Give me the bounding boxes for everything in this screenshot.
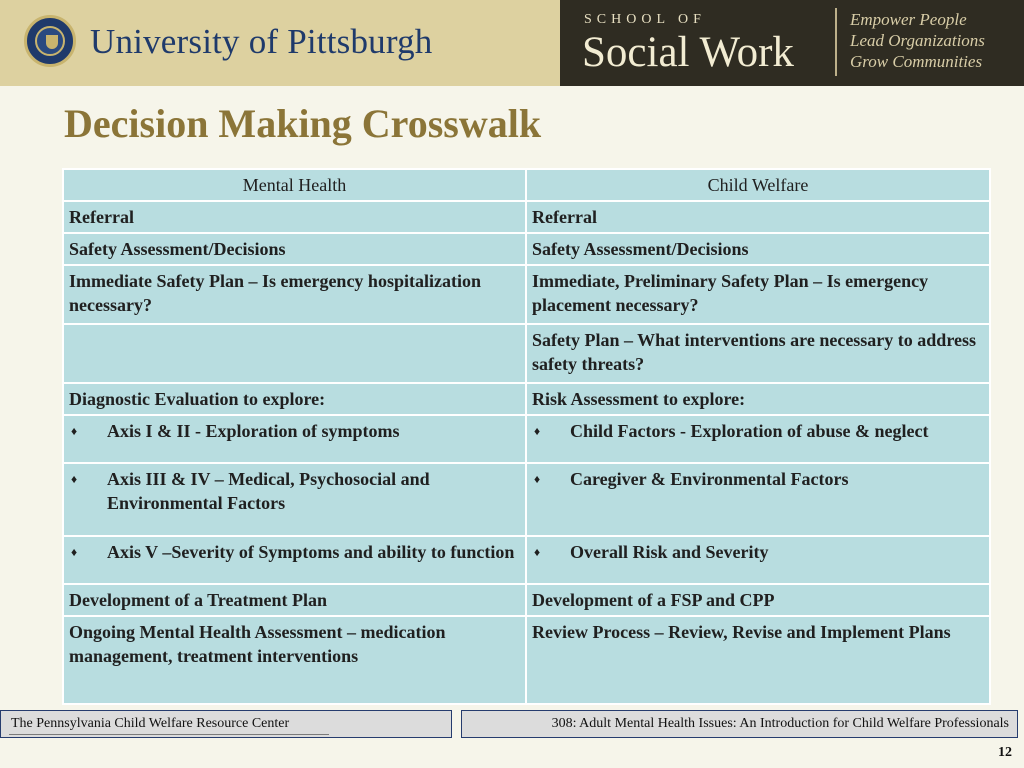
university-seal-icon — [24, 15, 76, 67]
cell-right: Risk Assessment to explore: — [526, 383, 990, 415]
footer-organization-text: The Pennsylvania Child Welfare Resource Center — [11, 716, 290, 731]
bullet-text: Axis III & IV – Medical, Psychosocial and Environmental Factors — [107, 469, 430, 513]
bullet-text: Caregiver & Environmental Factors — [570, 469, 849, 489]
bullet-diamond-icon: ♦ — [534, 472, 541, 486]
social-work-label: Social Work — [582, 29, 794, 76]
table-row — [63, 201, 990, 233]
table-header-row — [63, 169, 990, 201]
cell-right: Development of a FSP and CPP — [526, 584, 990, 616]
cell-right — [526, 463, 990, 536]
cell-right — [526, 415, 990, 463]
footer-underline — [9, 734, 329, 735]
bullet-text: Axis I & II - Exploration of symptoms — [107, 421, 400, 441]
cell-right — [526, 536, 990, 584]
tagline-grow: Grow Communities — [850, 52, 983, 71]
bullet-diamond-icon: ♦ — [534, 424, 541, 438]
header-mental-health: Mental Health — [63, 169, 526, 201]
cell-left — [63, 536, 526, 584]
bullet-text: Child Factors - Exploration of abuse & neglect — [570, 421, 929, 441]
cell-right: Review Process – Review, Revise and Implement Plans — [526, 616, 990, 704]
table-row — [63, 265, 990, 324]
cell-left: Referral — [63, 201, 526, 233]
cell-right: Immediate, Preliminary Safety Plan – Is emergency placement necessary? — [526, 265, 990, 324]
pitt-banner — [0, 0, 560, 86]
cell-right: Safety Assessment/Decisions — [526, 233, 990, 265]
table-row — [63, 415, 990, 463]
banner-divider — [835, 8, 837, 76]
page-number: 12 — [998, 745, 1012, 760]
footer-course-text: 308: Adult Mental Health Issues: An Introduction for Child Welfare Professionals — [551, 716, 1009, 731]
table-row — [63, 383, 990, 415]
cell-left — [63, 324, 526, 383]
table-row — [63, 584, 990, 616]
cell-left: Immediate Safety Plan – Is emergency hospitalization necessary? — [63, 265, 526, 324]
tagline-empower: Empower People — [850, 10, 967, 29]
header-child-welfare: Child Welfare — [526, 169, 990, 201]
table-row — [63, 536, 990, 584]
tagline-lead: Lead Organizations — [850, 31, 985, 50]
slide-title: Decision Making Crosswalk — [64, 101, 542, 146]
bullet-diamond-icon: ♦ — [71, 424, 78, 438]
cell-left: Safety Assessment/Decisions — [63, 233, 526, 265]
bullet-diamond-icon: ♦ — [534, 545, 541, 559]
cell-right: Referral — [526, 201, 990, 233]
table-row — [63, 463, 990, 536]
cell-left: Development of a Treatment Plan — [63, 584, 526, 616]
table-row — [63, 324, 990, 383]
university-name: University of Pittsburgh — [90, 22, 433, 61]
bullet-diamond-icon: ♦ — [71, 472, 78, 486]
cell-left: Diagnostic Evaluation to explore: — [63, 383, 526, 415]
school-of-label: SCHOOL OF — [584, 12, 706, 27]
crosswalk-table — [62, 168, 991, 705]
bullet-diamond-icon: ♦ — [71, 545, 78, 559]
table-row — [63, 233, 990, 265]
cell-left — [63, 463, 526, 536]
bullet-text: Axis V –Severity of Symptoms and ability to function — [107, 542, 515, 562]
cell-left — [63, 415, 526, 463]
cell-right: Safety Plan – What interventions are necessary to address safety threats? — [526, 324, 990, 383]
cell-left: Ongoing Mental Health Assessment – medication management, treatment interventions — [63, 616, 526, 704]
footer-course — [461, 710, 1018, 738]
table-row — [63, 616, 990, 704]
footer-organization — [0, 710, 452, 738]
bullet-text: Overall Risk and Severity — [570, 542, 769, 562]
slide-header — [0, 0, 1024, 86]
social-work-banner — [560, 0, 1024, 86]
